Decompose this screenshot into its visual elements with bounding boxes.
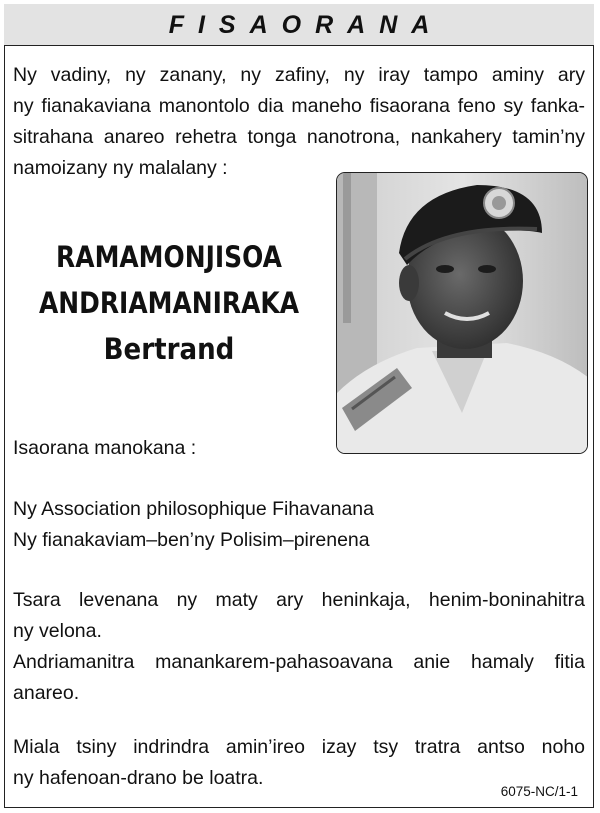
apology-line: ny hafenoan-drano be loatra. [13,767,264,789]
portrait-illustration [337,173,588,454]
intro-line: Ny vadiny, ny zanany, ny zafiny, ny iray tampo aminy ary [13,64,585,86]
special-thanks-heading: Isaorana manokana : [13,437,197,459]
deceased-given-name: Bertrand [103,332,235,366]
special-thanks-list [13,494,585,556]
blessing-line: anareo. [13,682,80,704]
deceased-surname-2: ANDRIAMANIRAKA [38,286,300,320]
header-bar [4,4,594,46]
apology-line: Miala tsiny indrindra amin’ireo izay tsy tratra antso noho [13,736,585,758]
blessing-line: Tsara levenana ny maty ary heninkaja, henim-boninahitra [13,589,585,611]
intro-line: ny fianakaviana manontolo dia maneho fisaorana feno sy fanka- [13,95,585,117]
special-thanks-label [13,433,585,464]
intro-paragraph [13,60,585,184]
reference-code: 6075-NC/1-1 [500,784,578,799]
blessing-paragraph [13,585,585,709]
blessing-line: Andriamanitra manankarem-pahasoavana anie hamaly fitia [13,651,585,673]
blessing-line: ny velona. [13,620,102,642]
intro-line: sitrahana anareo rehetra tonga nanotrona, nankahery tamin’ny [13,126,585,148]
apology-paragraph [13,732,585,794]
intro-line: namoizany ny malalany : [13,157,228,179]
notice-title: FISAORANA [168,11,444,39]
portrait-photo [336,172,588,454]
deceased-surname: RAMAMONJISOA [56,240,282,274]
list-item: Ny fianakaviam–ben’ny Polisim–pirenena [13,529,370,551]
list-item: Ny Association philosophique Fihavanana [13,498,374,520]
